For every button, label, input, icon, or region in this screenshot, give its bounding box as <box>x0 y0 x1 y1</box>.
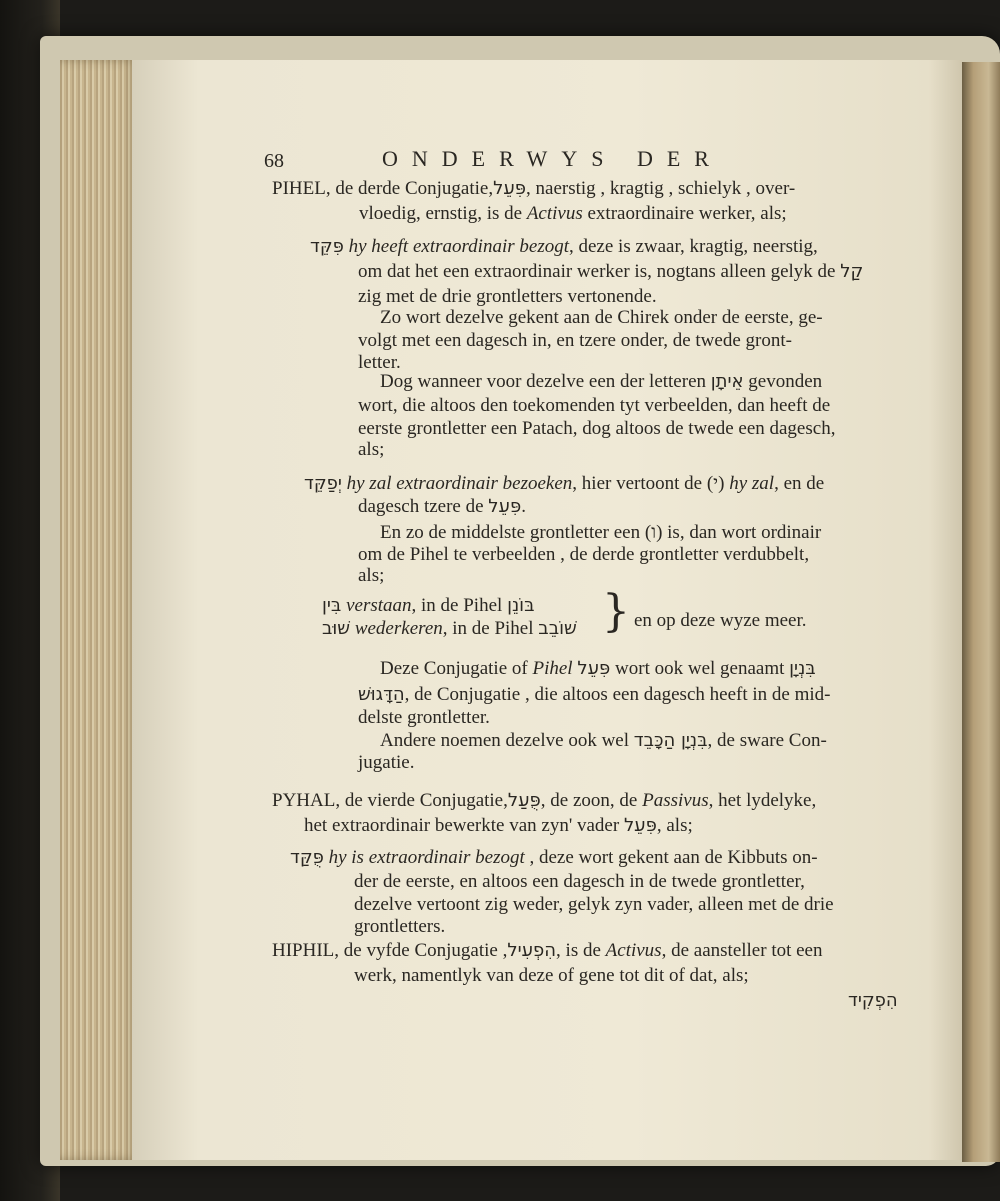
text-run: Dog wanneer voor dezelve een der letteren <box>380 371 711 392</box>
text-run: dagesch tzere de <box>358 496 489 517</box>
text-run: , is de <box>556 940 606 961</box>
text-run: , deze wort gekent aan de Kibbuts on- <box>524 847 818 868</box>
text-run: Zo wort dezelve gekent aan de Chirek onder de eerste, ge- <box>380 307 823 328</box>
italic-run: verstaan <box>346 595 412 616</box>
text-line <box>358 544 809 566</box>
italic-run: hy zal <box>729 473 775 494</box>
hebrew-word: בִּנְיָן הַכָּבֵד <box>633 730 708 751</box>
hebrew-word: בִּנְיָן <box>789 658 816 679</box>
hebrew-word: קַל <box>840 261 864 282</box>
text-run: vloedig, ernstig, is de <box>359 203 527 224</box>
text-line <box>380 522 821 544</box>
text-line <box>358 496 526 518</box>
text-line <box>354 894 834 916</box>
text-line <box>380 658 816 680</box>
text-run: , de sware Con- <box>707 730 827 751</box>
text-run: , deze is zwaar, kragtig, neerstig, <box>569 236 818 257</box>
text-run: Deze Conjugatie of <box>380 658 533 679</box>
text-line <box>358 439 384 461</box>
text-run: , de aansteller tot een <box>661 940 823 961</box>
page-stack-edge <box>60 60 138 1160</box>
text-run: HIPHIL, de vyfde Conjugatie , <box>272 940 508 961</box>
text-run: , naerstig , kragtig , schielyk , over- <box>526 178 796 199</box>
text-line <box>380 307 823 329</box>
text-run: delste grontletter. <box>358 707 490 728</box>
text-run: om de Pihel te verbeelden , de derde grontletter verdubbelt, <box>358 544 810 565</box>
text-line <box>358 330 792 352</box>
text-run: jugatie. <box>358 752 415 773</box>
text-line <box>358 261 863 283</box>
text-run: letter. <box>358 352 401 373</box>
catchword <box>848 990 898 1012</box>
italic-run: Activus <box>605 940 662 961</box>
italic-run: wederkeren <box>354 618 443 639</box>
text-line <box>380 371 822 393</box>
text-line <box>322 595 534 617</box>
italic-run: hy zal extraordinair bezoeken <box>346 473 573 494</box>
text-line <box>358 752 414 774</box>
text-line <box>358 565 384 587</box>
text-run: , hier vertoont de (י) <box>572 473 730 494</box>
text-run: als; <box>358 565 385 586</box>
italic-run: hy is extraordinair bezogt <box>328 847 525 868</box>
text-line <box>272 790 816 812</box>
text-run: Andere noemen dezelve ook wel <box>380 730 634 751</box>
text-run: dezelve vertoont zig weder, gelyk zyn vader, alleen met de drie <box>354 894 834 915</box>
page-number: 68 <box>264 150 284 172</box>
text-line <box>272 940 823 962</box>
text-run: , in de Pihel <box>411 595 508 616</box>
text-run: , in de Pihel <box>442 618 539 639</box>
hebrew-word: בִּין <box>322 595 342 616</box>
text-run: , de zoon, de <box>540 790 643 811</box>
text-run: En zo de middelste grontletter een (ו) is, dan wort ordinair <box>380 522 822 543</box>
text-run: , en de <box>774 473 825 494</box>
hebrew-word: פִּקֵּד <box>310 236 344 257</box>
text-line <box>354 871 805 893</box>
text-run: wort, die altoos den toekomenden tyt verbeelden, dan heeft de <box>358 395 831 416</box>
text-run: PIHEL, <box>272 178 336 199</box>
text-run: volgt met een dagesch in, en tzere onder, de twede gront- <box>358 330 792 351</box>
facing-page-edge <box>962 62 1000 1162</box>
text-run: extraordinaire werker, als; <box>582 203 787 224</box>
hebrew-word: פִּעֵל <box>493 178 527 199</box>
text-line <box>380 730 827 752</box>
text-run: als; <box>358 439 385 460</box>
text-line <box>634 610 807 632</box>
text-run: PYHAL, de vierde Conjugatie, <box>272 790 508 811</box>
text-run: grontletters. <box>354 916 446 937</box>
hebrew-word: הִפְעִיל <box>507 940 557 961</box>
italic-run: Passivus <box>642 790 709 811</box>
text-run: wort ook wel genaamt <box>610 658 790 679</box>
running-head: ONDERWYS DER <box>382 146 723 171</box>
hebrew-word: פֻּקַּד <box>290 847 324 868</box>
hebrew-word: בּוֹנֵן <box>507 595 535 616</box>
hebrew-word: פֻּעַל <box>507 790 541 811</box>
text-line <box>354 965 749 987</box>
text-line <box>354 916 445 938</box>
text-run: en op deze wyze meer. <box>634 610 807 631</box>
text-line <box>358 684 830 706</box>
text-line <box>359 203 787 225</box>
book-page <box>132 60 962 1160</box>
text-run: . <box>521 496 526 517</box>
text-line <box>358 707 490 729</box>
hebrew-word: הִפְקִיד <box>848 990 898 1011</box>
text-line <box>304 473 824 495</box>
hebrew-word: שׁוּב <box>322 618 351 639</box>
text-line <box>290 847 818 869</box>
text-run: , als; <box>656 815 693 836</box>
hebrew-word: פִּעֵל <box>577 658 611 679</box>
text-run: zig met de drie grontletters vertonende. <box>358 286 657 307</box>
text-run: de derde Conjugatie, <box>335 178 494 199</box>
text-run: het extraordinair bewerkte van zyn' vader <box>304 815 624 836</box>
text-line <box>358 395 830 417</box>
text-run: , de Conjugatie , die altoos een dagesch heeft in de mid- <box>404 684 831 705</box>
italic-run: hy heeft extraordinair bezogt <box>348 236 569 257</box>
text-run: gevonden <box>743 371 823 392</box>
text-run: der de eerste, en altoos een dagesch in de twede grontletter, <box>354 871 805 892</box>
text-line <box>322 618 577 640</box>
hebrew-word: פִּעֵל <box>488 496 522 517</box>
text-run: eerste grontletter een Patach, dog altoos de twede een dagesch, <box>358 418 836 439</box>
text-line <box>358 286 657 308</box>
text-run: werk, namentlyk van deze of gene tot dit of dat, als; <box>354 965 749 986</box>
grouping-brace: } <box>602 586 630 637</box>
text-run: , het lydelyke, <box>708 790 817 811</box>
italic-run: Pihel <box>532 658 573 679</box>
hebrew-word: שׁוֹבֵב <box>538 618 577 639</box>
italic-run: Activus <box>526 203 583 224</box>
text-line <box>272 178 795 200</box>
text-line <box>304 815 693 837</box>
text-line <box>358 418 835 440</box>
hebrew-word: הַדָּגוּשׁ <box>358 684 405 705</box>
hebrew-word: יְפַקֵּד <box>304 473 342 494</box>
hebrew-word: פִּעֵל <box>623 815 657 836</box>
text-line <box>310 236 818 258</box>
text-run: om dat het een extraordinair werker is, nogtans alleen gelyk de <box>358 261 841 282</box>
hebrew-word: אֵיתָן <box>710 371 744 392</box>
